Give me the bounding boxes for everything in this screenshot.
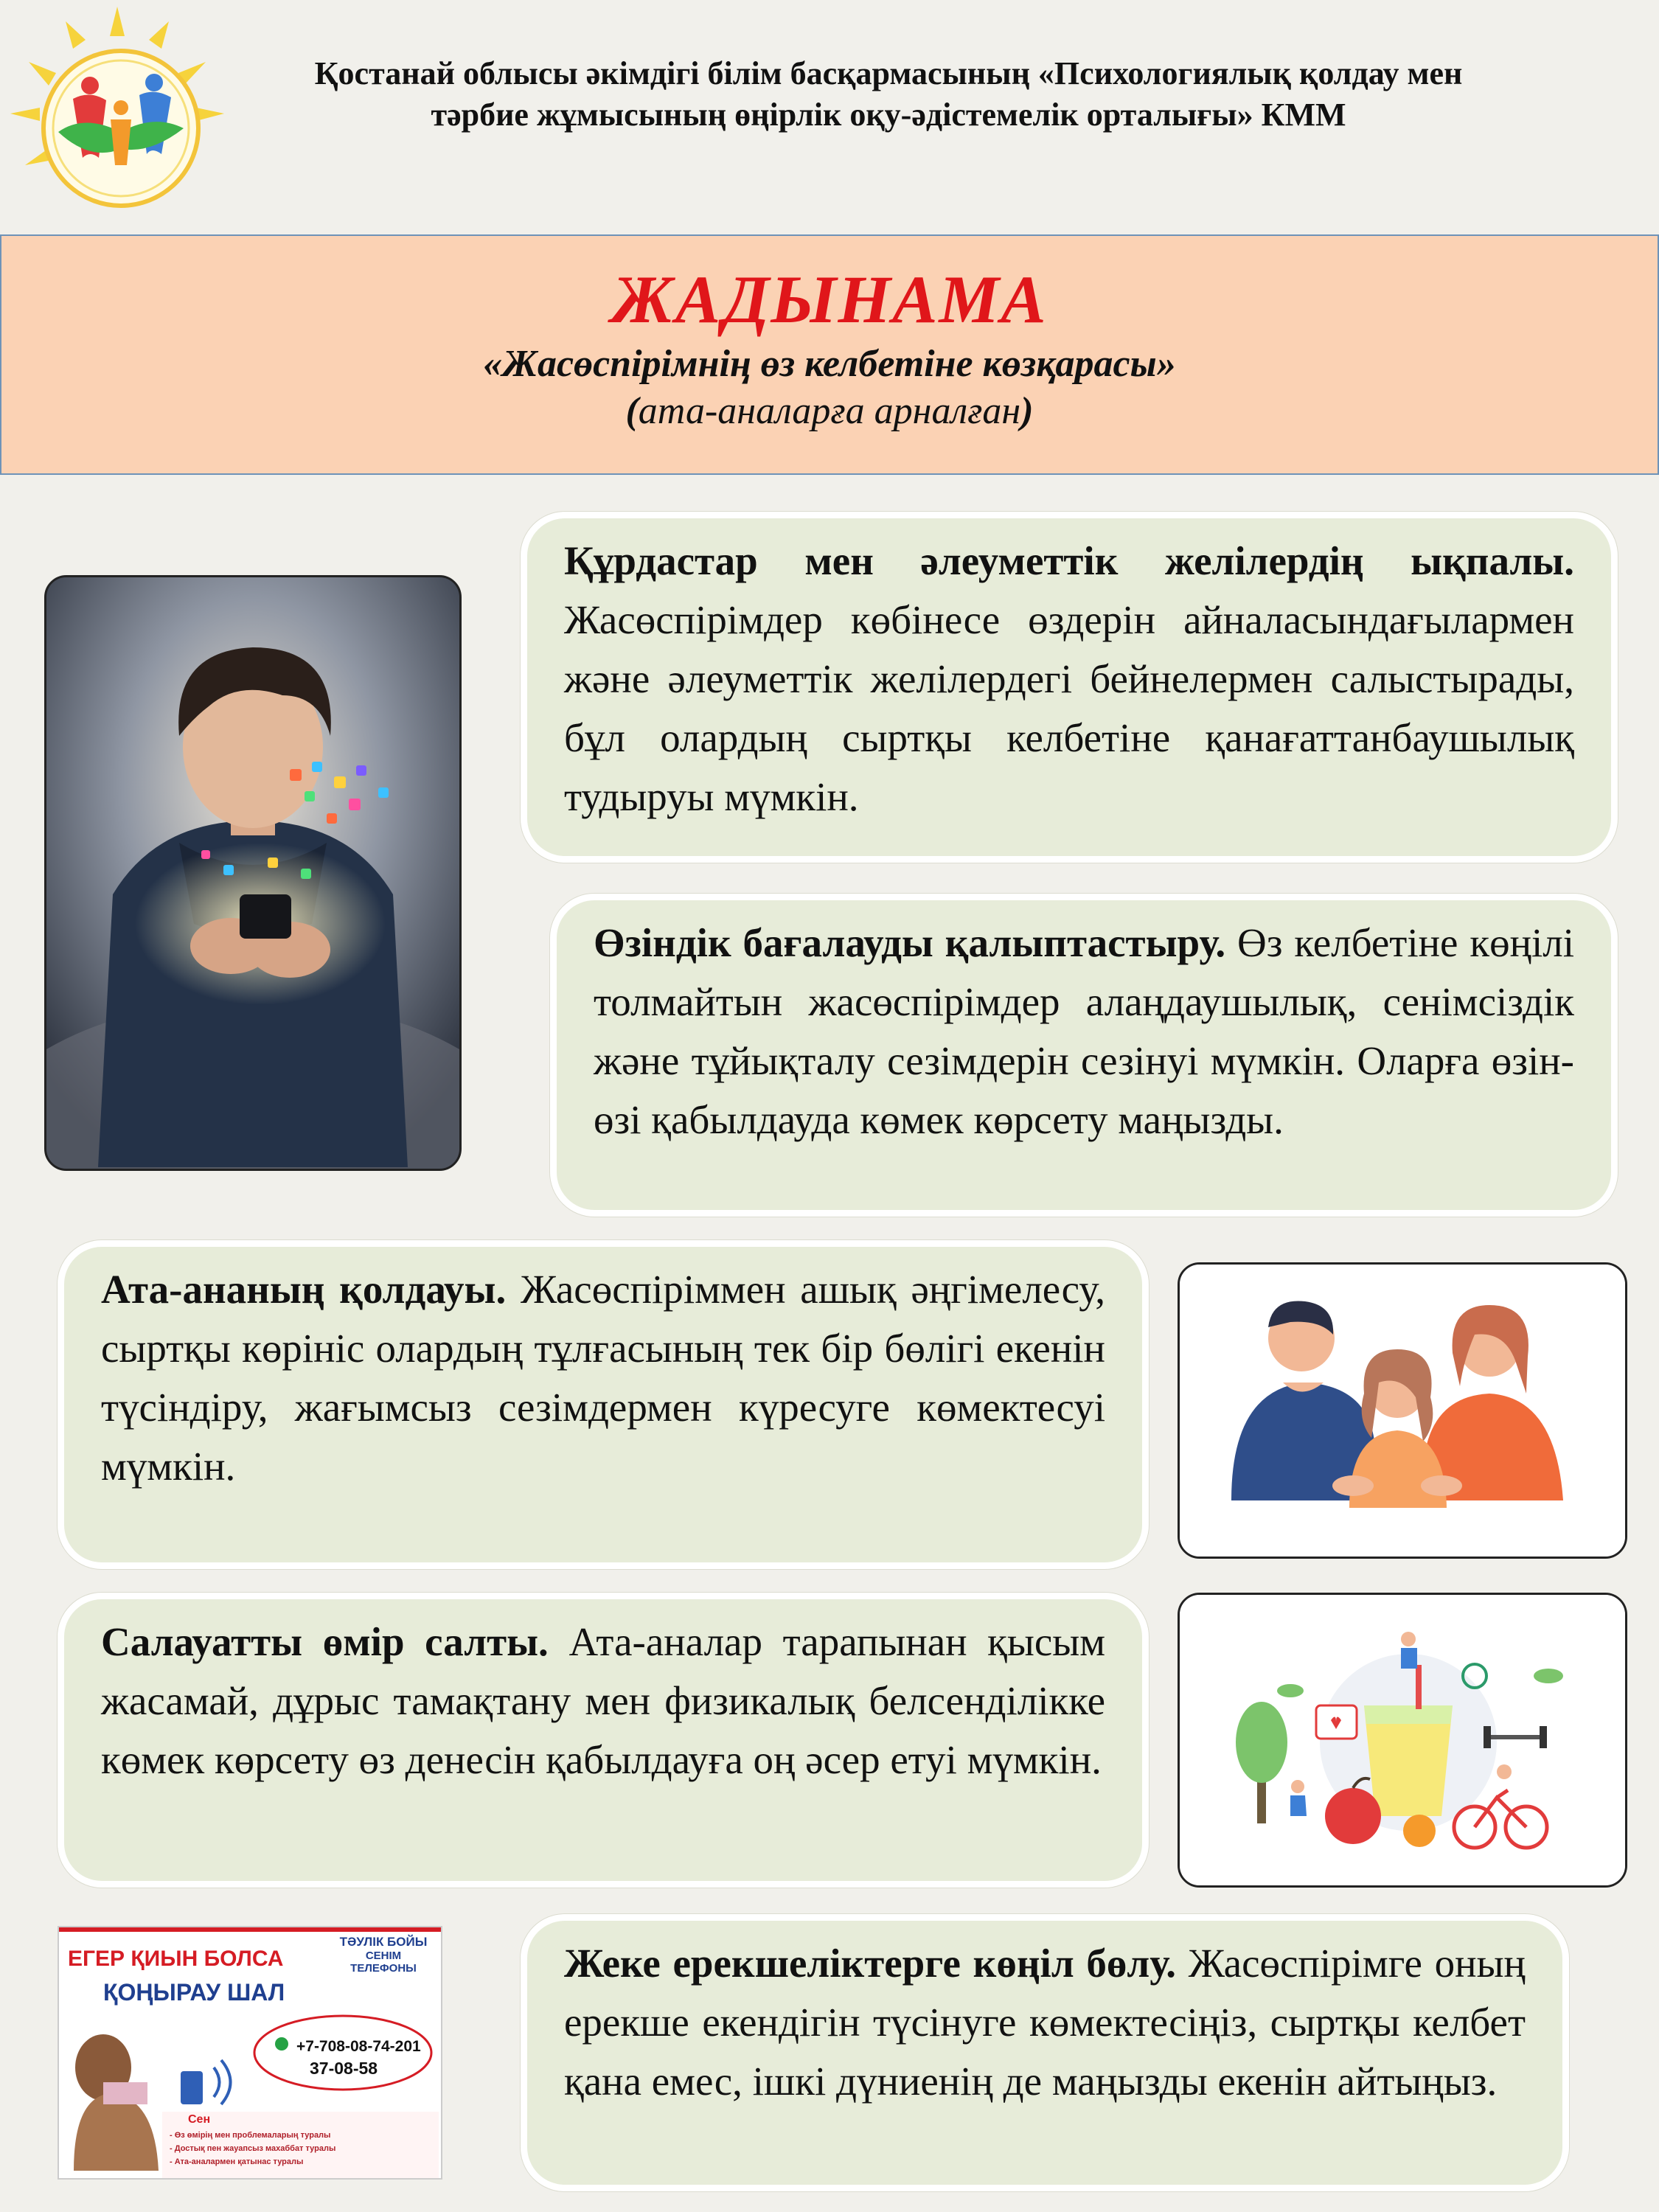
poster-topic-2: - Достық пен жауапсыз махаббат туралы	[170, 2144, 336, 2153]
card-healthy-lifestyle	[58, 1593, 1149, 1888]
poster-topic-3: - Ата-аналармен қатынас туралы	[170, 2157, 304, 2166]
poster-hours: ТӘУЛІК БОЙЫ	[339, 1935, 428, 1949]
poster-phone-landline: 37-08-58	[310, 2059, 378, 2078]
title-banner	[0, 234, 1659, 475]
organization-name	[221, 53, 1556, 136]
poster-sen-label: Сен	[188, 2113, 211, 2126]
organization-logo	[3, 3, 232, 224]
card-heading: Салауатты өмір салты.	[101, 1619, 549, 1664]
card-individuality	[521, 1914, 1569, 2191]
organization-name-line2: тәрбие жұмысының өңірлік оқу-әдістемелік орталығы» КММ	[431, 97, 1346, 133]
poster-phone-mobile: +7-708-08-74-201	[296, 2038, 421, 2055]
poster-headline: ЕГЕР ҚИЫН БОЛСА	[68, 1947, 284, 1971]
poster-topic-1: - Өз өмірің мен проблемаларың туралы	[170, 2131, 331, 2140]
audience-close-paren: )	[1020, 390, 1034, 432]
memo-audience	[1, 388, 1658, 435]
card-parental-support	[58, 1240, 1149, 1569]
poster-trust-line: СЕНІМ ТЕЛЕФОНЫ	[350, 1950, 417, 1975]
card-body: Ата-аналар тарапынан қысым жасамай, дұрыс тамақтану мен физикалық белсенділікке көмек көрсету өз денесін қабылдауға оң әсер етуі мүмкін.	[101, 1619, 1106, 1782]
family-support-image	[1178, 1262, 1627, 1559]
card-heading: Жеке ерекшеліктерге көңіл бөлу.	[564, 1941, 1177, 1986]
card-body: Жасөспірімге оның ерекше екендігін түсінуге көмектесіңіз, сыртқы келбет қана емес, ішкі дүниенің де маңызды екенін айтыңыз.	[564, 1941, 1526, 2104]
card-body: Өз келбетіне көңілі толмайтын жасөспірімдер алаңдаушылық, сенімсіздік және тұйықталу сезімдерін сезінуі мүмкін. Оларға өзін-өзі қабылдауда көмек көрсету маңызды.	[594, 920, 1575, 1142]
poster-call: ҚОҢЫРАУ ШАЛ	[103, 1979, 285, 2006]
audience-open-paren: (	[625, 390, 639, 432]
helpline-poster	[58, 1926, 442, 2180]
audience-text: ата-аналарға арналған	[638, 390, 1021, 432]
memo-title: ЖАДЫНАМА	[611, 262, 1048, 337]
card-peer-influence	[521, 512, 1618, 863]
card-body: Жасөспіріммен ашық әңгімелесу, сыртқы көрініс олардың тұлғасының тек бір бөлігі екенін түсіндіру, жағымсыз сезімдермен күресуге көмектесуі мүмкін.	[101, 1267, 1106, 1489]
teen-smartphone-image	[44, 575, 462, 1171]
organization-name-line1: Қостанай облысы әкімдігі білім басқармасының «Психологиялық қолдау мен	[314, 55, 1463, 91]
card-heading: Өзіндік бағалауды қалыптастыру.	[594, 920, 1226, 965]
card-heading: Ата-ананың қолдауы.	[101, 1267, 507, 1312]
healthy-lifestyle-image	[1178, 1593, 1627, 1888]
card-body: Жасөспірімдер көбінесе өздерін айналасындағылармен және әлеуметтік желілердегі бейнелермен салыстырады, бұл олардың сыртқы келбетіне қанағаттанбаушылық тудыруы мүмкін.	[564, 597, 1574, 819]
card-self-esteem	[550, 894, 1618, 1217]
card-heading: Құрдастар мен әлеуметтік желілердің ықпалы.	[564, 538, 1574, 583]
memo-subtitle: «Жасөспірімнің өз келбетіне көзқарасы»	[483, 343, 1176, 385]
